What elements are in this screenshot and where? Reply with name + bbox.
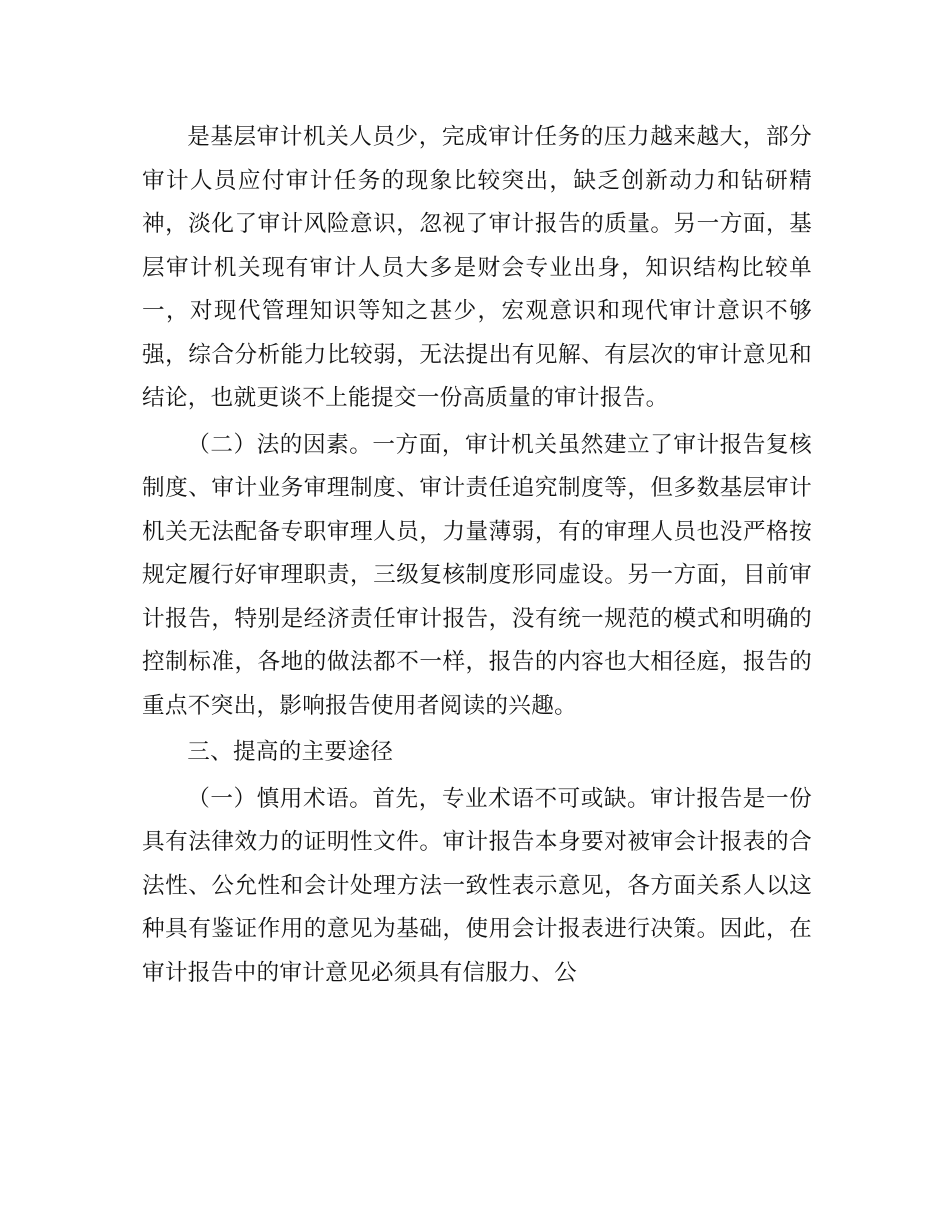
paragraph-legal-factors: （二）法的因素。一方面，审计机关虽然建立了审计报告复核制度、审计业务审理制度、审计责任追究制度等，但多数基层审计机关无法配备专职审理人员，力量薄弱，有的审理人员也没严格按规定履行好审理职责，三级复核制度形同虚设。另一方面，目前审计报告，特别是经济责任审计报告，没有统一规范的模式和明确的控制标准，各地的做法都不一样，报告的内容也大相径庭，报告的重点不突出，影响报告使用者阅读的兴趣。 [142,431,812,719]
section-heading: 三、提高的主要途径 [187,739,394,765]
paragraph-terminology: （一）慎用术语。首先，专业术语不可或缺。审计报告是一份具有法律效力的证明性文件。审计报告本身要对被审会计报表的合法性、公允性和会计处理方法一致性表示意见，各方面关系人以这种具有鉴证作用的意见为基础，使用会计报表进行决策。因此，在审计报告中的审计意见必须具有信服力、公 [142,785,812,986]
paragraph-continuation: 是基层审计机关人员少，完成审计任务的压力越来越大，部分审计人员应付审计任务的现象比较突出，缺乏创新动力和钻研精神，淡化了审计风险意识，忽视了审计报告的质量。另一方面，基层审计机关现有审计人员大多是财会专业出身，知识结构比较单一，对现代管理知识等知之甚少，宏观意识和现代审计意识不够强，综合分析能力比较弱，无法提出有见解、有层次的审计意见和结论，也就更谈不上能提交一份高质量的审计报告。 [142,124,812,411]
document-page [142,116,812,995]
